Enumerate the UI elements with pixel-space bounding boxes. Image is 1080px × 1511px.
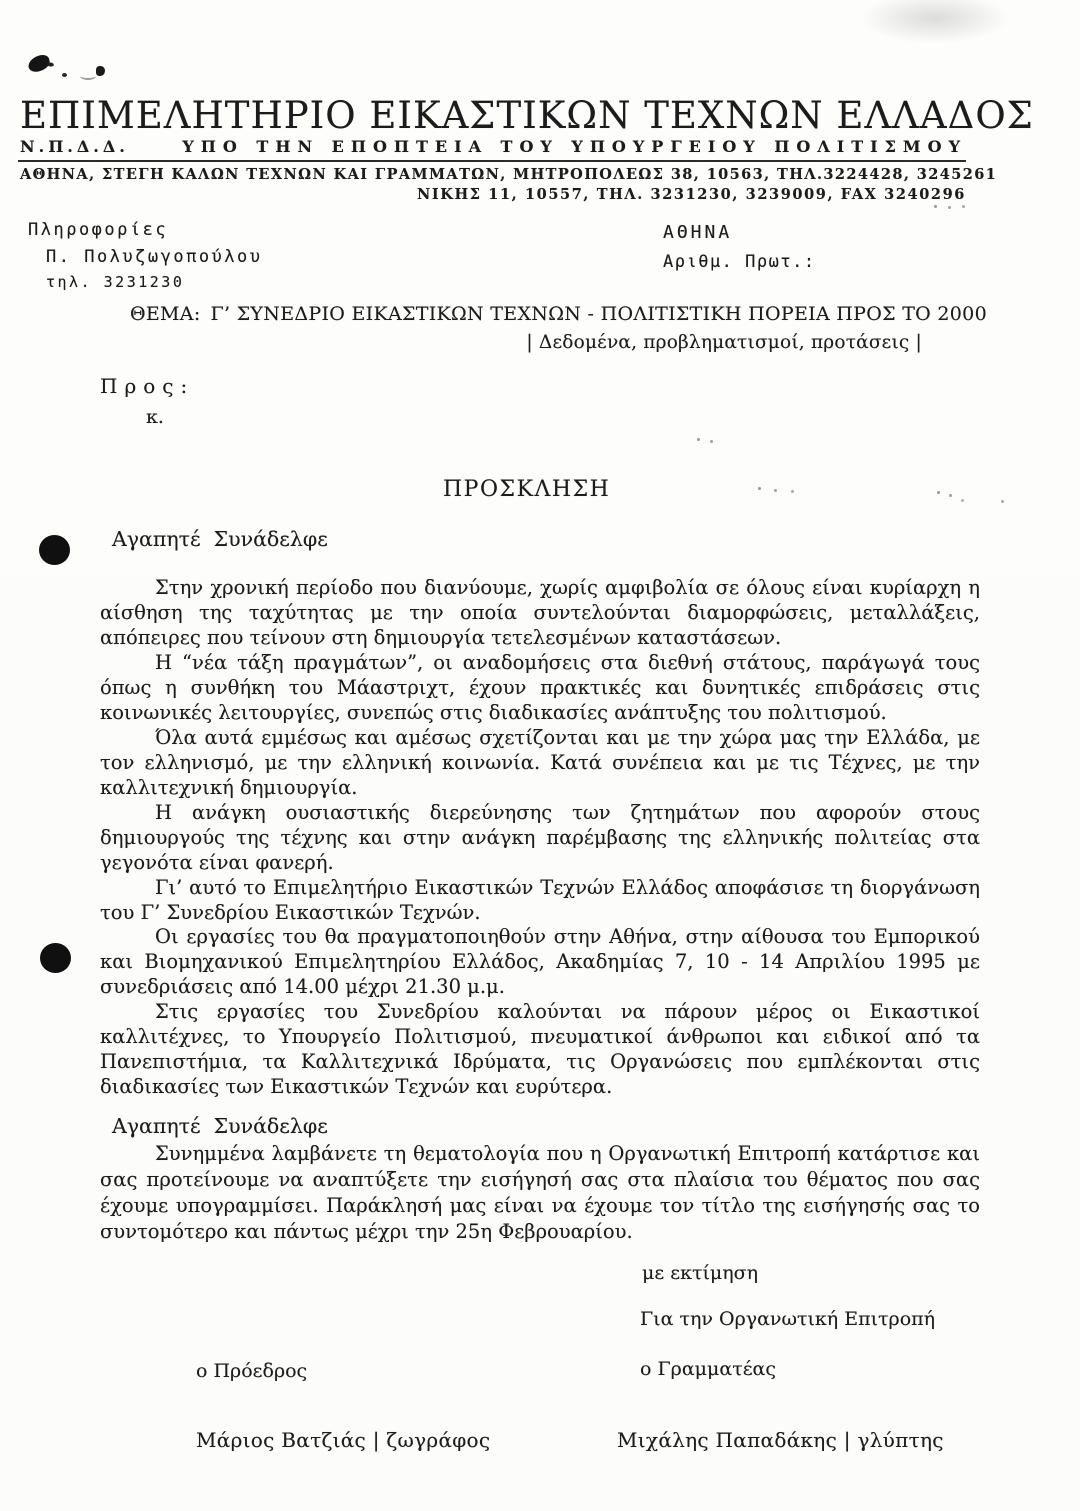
header-divider	[18, 160, 966, 162]
address-line-1: ΑΘΗΝΑ, ΣΤΕΓΗ ΚΑΛΩΝ ΤΕΧΝΩΝ ΚΑΙ ΓΡΑΜΜΑΤΩΝ, ΜΗΤΡΟΠΟΛΕΩΣ 38, 10563, ΤΗΛ.3224428, 3245261	[20, 166, 998, 183]
scanner-shadow	[860, 0, 1010, 44]
regards-line: με εκτίμηση	[642, 1262, 758, 1284]
body-paragraph: Γι’ αυτό το Επιμελητήριο Εικαστικών Τεχνών Ελλάδος αποφάσισε τη διοργάνωση του Γ’ Συνεδρίου Εικαστικών Τεχνών.	[100, 876, 980, 924]
body-paragraph: Στην χρονική περίοδο που διανύουμε, χωρίς αμφιβολία σε όλους είναι κυρίαρχη η αίσθηση της ταχύτητας με την οποία συντελούνται διαμορφώσεις, μεταλλάξεις, απόπειρες που τείνουν στη δημιουργία τετελεσμένων καταστάσεων.	[100, 576, 980, 649]
salutation: Αγαπητέ Συνάδελφε	[112, 1114, 328, 1138]
subject-line	[130, 303, 987, 325]
ink-smudge	[62, 73, 67, 77]
recipient-label: Προς:	[100, 374, 195, 398]
scan-artifact	[937, 491, 940, 494]
info-contact-name: Π. Πολυζωγοπούλου	[46, 247, 263, 267]
legal-status: Ν.Π.Δ.Δ.	[20, 137, 129, 156]
body-paragraph: Όλα αυτά εμμέσως και αμέσως σχετίζονται και με την χώρα μας την Ελλάδα, με τον ελληνισμό, με την ελληνική κοινωνία. Κατά συνέπεια και με τις Τέχνες, με την καλλιτεχνική δημιουργία.	[100, 726, 980, 799]
subject-title: Γ’ ΣΥΝΕΔΡΙΟ ΕΙΚΑΣΤΙΚΩΝ ΤΕΧΝΩΝ - ΠΟΛΙΤΙΣΤΙΚΗ ΠΟΡΕΙΑ ΠΡΟΣ ΤΟ 2000	[210, 303, 987, 325]
secretary-signature: Μιχάλης Παπαδάκης | γλύπτης	[617, 1428, 944, 1452]
address-line-2: ΝΙΚΗΣ 11, 10557, ΤΗΛ. 3231230, 3239009, FAX 3240296	[417, 186, 966, 203]
body-paragraph: Η ανάγκη ουσιαστικής διερεύνησης των ζητημάτων που αφορούν στους δημιουργούς της τέχνης και στην ανάγκη παρέμβασης της ελληνικής πολιτείας στα γεγονότα είναι φανερή.	[100, 801, 980, 874]
subject-block	[130, 303, 987, 353]
hole-punch-mark	[40, 943, 71, 973]
info-label: Πληροφορίες	[28, 220, 169, 240]
hole-punch-mark	[39, 535, 70, 565]
president-signature: Μάριος Βατζιάς | ζωγράφος	[196, 1428, 491, 1452]
protocol-number-label: Αριθμ. Πρωτ.:	[663, 252, 816, 272]
scan-artifact	[758, 487, 761, 490]
body-paragraph: Οι εργασίες του θα πραγματοποιηθούν στην Αθήνα, στην αίθουσα του Εμπορικού και Βιομηχανικού Επιμελητηρίου Ελλάδος, Ακαδημίας 7, 10 - 14 Απριλίου 1995 με συνεδριάσεις από 14.00 μέχρι 21.30 μ.μ.	[100, 925, 980, 998]
president-label: ο Πρόεδρος	[196, 1360, 308, 1382]
subject-label: ΘΕΜΑ:	[130, 303, 201, 325]
scan-artifact	[934, 205, 937, 208]
recipient-addressee: κ.	[146, 406, 164, 428]
org-subheader	[20, 137, 967, 156]
body-paragraph: Στις εργασίες του Συνεδρίου καλούνται να πάρουν μέρος οι Εικαστικοί καλλιτέχνες, το Υπουργείο Πολιτισμού, πνευματικοί άνθρωποι και ειδικοί από τα Πανεπιστήμια, τα Καλλιτεχνικά Ιδρύματα, τις Οργανώσεις που εμπλέκονται στις διαδικασίες των Εικαστικών Τεχνών και ευρύτερα.	[100, 1000, 980, 1098]
info-phone: τηλ. 3231230	[46, 273, 185, 291]
ink-smudge	[96, 66, 105, 76]
ink-smudge	[26, 53, 52, 74]
subject-subtitle: | Δεδομένα, προβληματισμοί, προτάσεις |	[526, 332, 922, 353]
invitation-heading: ΠΡΟΣΚΛΗΣΗ	[443, 477, 611, 502]
secretary-label: ο Γραμματέας	[640, 1358, 777, 1380]
org-title: ΕΠΙΜΕΛΗΤΗΡΙΟ ΕΙΚΑΣΤΙΚΩΝ ΤΕΧΝΩΝ ΕΛΛΑΔΟΣ	[20, 94, 1034, 137]
salutation: Αγαπητέ Συνάδελφε	[112, 527, 328, 551]
body-paragraph: Η “νέα τάξη πραγμάτων”, οι αναδομήσεις στα διεθνή στάτους, παράγωγά τους όπως η συνθήκη του Μάαστριχτ, έχουν πρακτικές και δυνητικές επιδράσεις στις κοινωνικές λειτουργίες, συνεπώς στις διαδικασίες ανάπτυξης του πολιτισμού.	[100, 651, 980, 724]
supervision-line: ΥΠΟ ΤΗΝ ΕΠΟΠΤΕΙΑ ΤΟΥ ΥΠΟΥΡΓΕΙΟΥ ΠΟΛΙΤΙΣΜΟΥ	[182, 137, 967, 156]
scan-artifact	[697, 438, 700, 441]
closing-paragraph: Συνημμένα λαμβάνετε τη θεματολογία που η Οργανωτική Επιτροπή κατάρτισε και σας προτείνουμε να αναπτύξετε την εισήγησή σας στα πλαίσια του θέματος που σας έχουμε υπογραμμίσει. Παράκλησή μας είναι να έχουμε τον τίτλο της εισήγησής σας το συντομότερο και πάντως μέχρι την 25η Φεβρουαρίου.	[100, 1142, 980, 1243]
committee-line: Για την Οργανωτική Επιτροπή	[640, 1308, 936, 1330]
city-label: ΑΘΗΝΑ	[663, 222, 733, 243]
